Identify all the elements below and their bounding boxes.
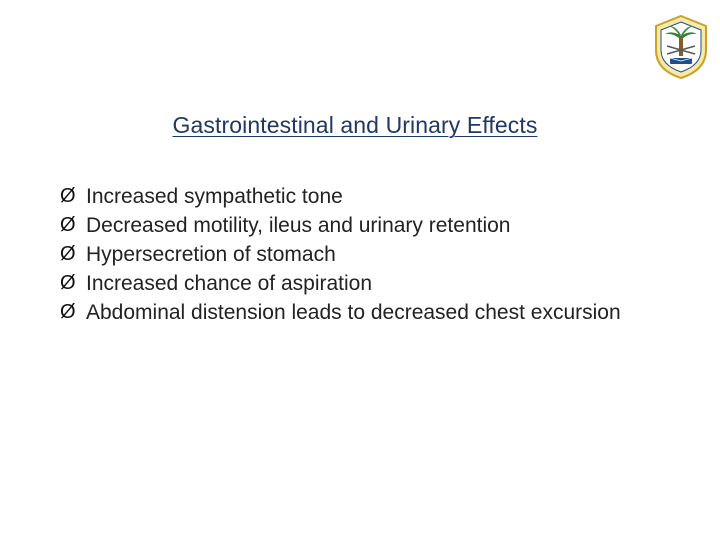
- bullet-text: Abdominal distension leads to decreased chest excursion: [86, 301, 621, 324]
- bullet-text: Increased sympathetic tone: [86, 185, 343, 208]
- list-item: [60, 269, 660, 298]
- list-item: [60, 298, 660, 327]
- bullet-list: [60, 182, 660, 327]
- bullet-text: Hypersecretion of stomach: [86, 243, 336, 266]
- arrow-bullet-icon: Ø: [60, 185, 76, 207]
- slide-title: Gastrointestinal and Urinary Effects: [172, 112, 538, 138]
- university-seal-icon: [652, 14, 710, 80]
- list-item: [60, 211, 660, 240]
- bullet-text: Decreased motility, ileus and urinary retention: [86, 214, 511, 237]
- list-item: [60, 182, 660, 211]
- list-item: [60, 240, 660, 269]
- arrow-bullet-icon: Ø: [60, 301, 76, 323]
- arrow-bullet-icon: Ø: [60, 243, 76, 265]
- bullet-text: Increased chance of aspiration: [86, 272, 373, 295]
- arrow-bullet-icon: Ø: [60, 214, 76, 236]
- arrow-bullet-icon: Ø: [60, 272, 76, 294]
